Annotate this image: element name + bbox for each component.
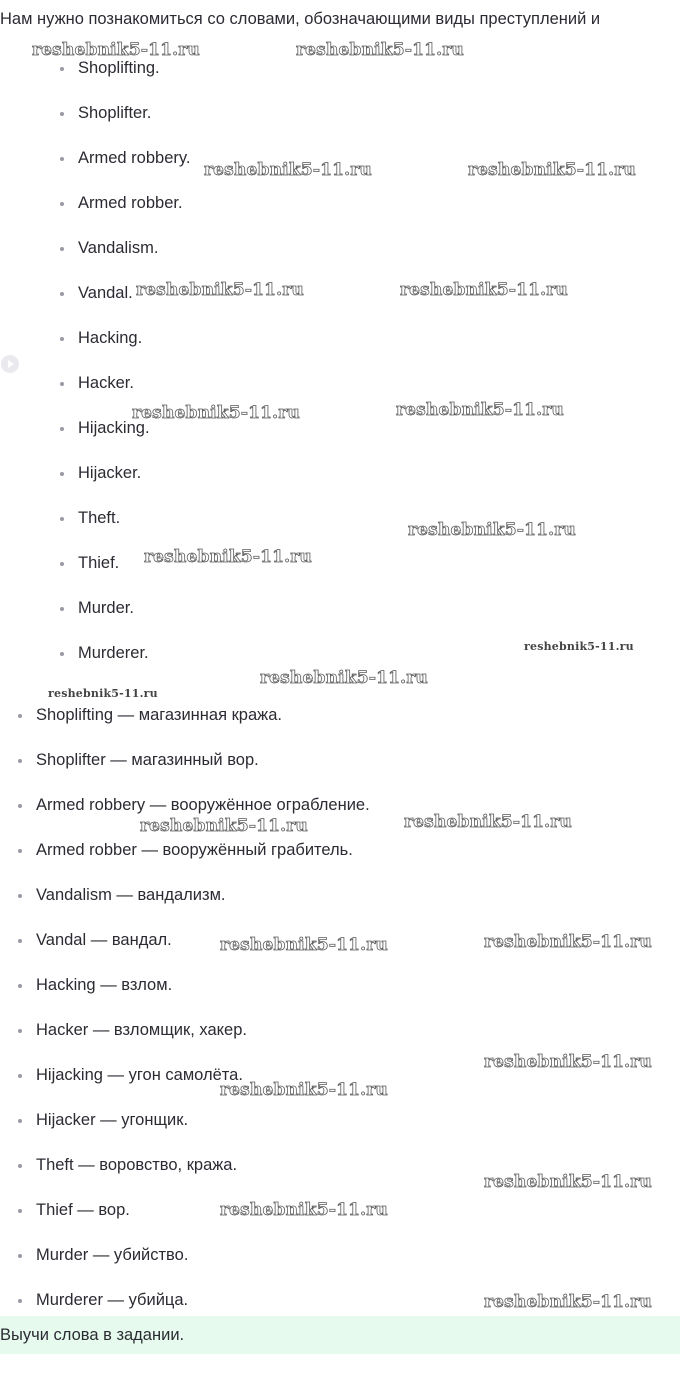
bullet-icon (60, 157, 64, 161)
bullet-icon (60, 247, 64, 251)
bullet-icon (18, 939, 22, 943)
translation-text: Armed robber — вооружённый грабитель. (36, 841, 353, 859)
word-text: Hacker. (78, 374, 134, 392)
word-text: Theft. (78, 509, 121, 527)
word-text: Hijacker. (78, 464, 142, 482)
word-text: Hijacking. (78, 419, 150, 437)
bullet-icon (18, 894, 22, 898)
translation-text: Murder — убийство. (36, 1246, 189, 1264)
word-text: Armed robbery. (78, 149, 191, 167)
watermark: reshebnik5-11.ru (144, 547, 312, 567)
play-icon[interactable] (1, 355, 19, 373)
translation-text: Shoplifter — магазинный вор. (36, 751, 259, 769)
bullet-icon (18, 1074, 22, 1078)
watermark: reshebnik5-11.ru (220, 935, 388, 955)
translation-text: Theft — воровство, кража. (36, 1156, 238, 1174)
word-text: Vandalism. (78, 239, 159, 257)
word-text: Shoplifter. (78, 104, 152, 122)
translation-text: Hijacker — угонщик. (36, 1111, 189, 1129)
bullet-icon (60, 607, 64, 611)
translation-text: Hacker — взломщик, хакер. (36, 1021, 247, 1039)
watermark: reshebnik5-11.ru (484, 1172, 652, 1192)
word-text: Shoplifting. (78, 59, 160, 77)
watermark: reshebnik5-11.ru (220, 1080, 388, 1100)
bullet-icon (60, 427, 64, 431)
bullet-icon (18, 714, 22, 718)
translation-text: Armed robbery — вооружённое ограбление. (36, 796, 370, 814)
watermark: reshebnik5-11.ru (136, 280, 304, 300)
word-text: Murder. (78, 599, 134, 617)
watermark: reshebnik5-11.ru (220, 1200, 388, 1220)
footer-note: Выучи слова в задании. (0, 1316, 680, 1354)
watermark: reshebnik5-11.ru (48, 687, 158, 700)
watermark: reshebnik5-11.ru (400, 280, 568, 300)
word-text: Murderer. (78, 644, 149, 662)
bullet-icon (18, 1254, 22, 1258)
bullet-icon (60, 202, 64, 206)
bullet-icon (18, 759, 22, 763)
bullet-icon (60, 472, 64, 476)
watermark: reshebnik5-11.ru (204, 160, 372, 180)
bullet-icon (18, 1299, 22, 1303)
bullet-icon (18, 1164, 22, 1168)
word-text: Hacking. (78, 329, 143, 347)
bullet-icon (60, 112, 64, 116)
watermark: reshebnik5-11.ru (408, 520, 576, 540)
bullet-icon (60, 382, 64, 386)
translation-text: Hijacking — угон самолёта. (36, 1066, 243, 1084)
watermark: reshebnik5-11.ru (132, 403, 300, 423)
watermark: reshebnik5-11.ru (484, 932, 652, 952)
bullet-icon (18, 849, 22, 853)
word-text: Thief. (78, 554, 120, 572)
translation-text: Shoplifting — магазинная кража. (36, 706, 282, 724)
bullet-icon (18, 1029, 22, 1033)
bullet-icon (18, 1119, 22, 1123)
translation-text: Thief — вор. (36, 1201, 130, 1219)
bullet-icon (60, 562, 64, 566)
translation-text: Vandal — вандал. (36, 931, 172, 949)
watermark: reshebnik5-11.ru (32, 40, 200, 60)
bullet-icon (60, 337, 64, 341)
watermark: reshebnik5-11.ru (484, 1292, 652, 1312)
watermark: reshebnik5-11.ru (524, 640, 634, 653)
word-text: Vandal. (78, 284, 133, 302)
watermark: reshebnik5-11.ru (484, 1052, 652, 1072)
translation-text: Hacking — взлом. (36, 976, 173, 994)
watermark: reshebnik5-11.ru (468, 160, 636, 180)
bullet-icon (18, 984, 22, 988)
watermark: reshebnik5-11.ru (260, 668, 428, 688)
bullet-icon (60, 292, 64, 296)
translation-text: Murderer — убийца. (36, 1291, 189, 1309)
watermark: reshebnik5-11.ru (404, 812, 572, 832)
bullet-icon (60, 652, 64, 656)
watermark: reshebnik5-11.ru (396, 400, 564, 420)
bullet-icon (60, 517, 64, 521)
watermark: reshebnik5-11.ru (296, 40, 464, 60)
watermark: reshebnik5-11.ru (140, 816, 308, 836)
bullet-icon (18, 1209, 22, 1213)
bullet-icon (18, 804, 22, 808)
bullet-icon (60, 67, 64, 71)
intro-text: Нам нужно познакомиться со словами, обозначающими виды преступлений и (0, 10, 601, 28)
translation-text: Vandalism — вандализм. (36, 886, 226, 904)
word-text: Armed robber. (78, 194, 183, 212)
